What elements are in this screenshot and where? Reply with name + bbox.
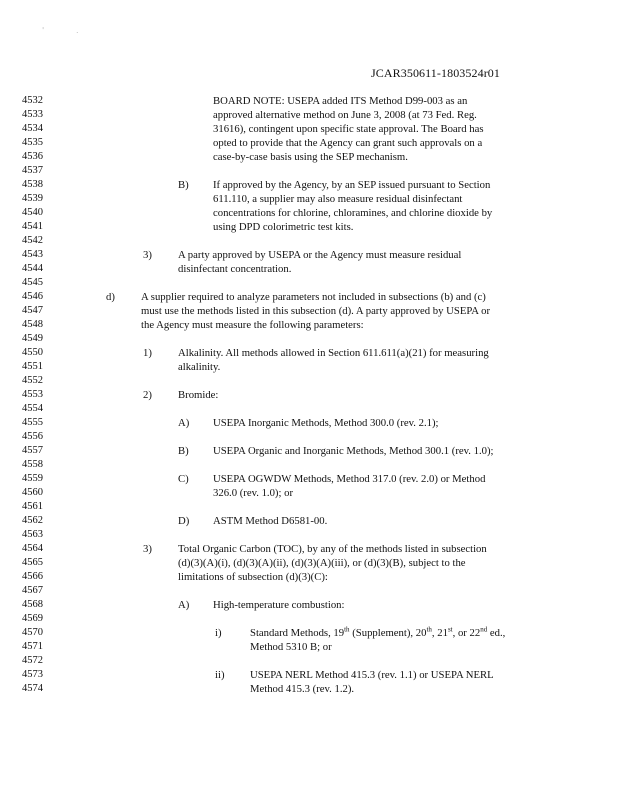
d1-label: 1) — [143, 347, 152, 359]
line-number: 4560 — [22, 487, 43, 498]
line-number: 4570 — [22, 627, 43, 638]
item-b-line: using DPD colorimetric test kits. — [213, 221, 354, 233]
item-b-line: concentrations for chlorine, chloramines, and chlorine dioxide by — [213, 207, 493, 219]
d2-item-line: 326.0 (rev. 1.0); or — [213, 487, 294, 499]
line-number: 4559 — [22, 473, 43, 484]
line-number: 4538 — [22, 179, 43, 190]
d3-label: 3) — [143, 543, 152, 555]
item-b-line: 611.110, a supplier may also measure residual disinfectant — [213, 193, 463, 205]
board-note-line: 31616), contingent upon specific state approval. The Board has — [213, 123, 484, 135]
text-fragment: (Supplement), 20 — [349, 627, 427, 639]
line-number: 4557 — [22, 445, 43, 456]
line-number: 4562 — [22, 515, 43, 526]
line-number: 4549 — [22, 333, 43, 344]
d2-item-label: D) — [178, 515, 190, 527]
d2-item-line: ASTM Method D6581-00. — [213, 515, 328, 527]
d2-label: 2) — [143, 389, 152, 401]
board-note-line: approved alternative method on June 3, 2008 (at 73 Fed. Reg. — [213, 109, 477, 121]
superscript: st — [447, 625, 453, 634]
line-number: 4541 — [22, 221, 43, 232]
item-b-label: B) — [178, 179, 189, 191]
superscript: th — [344, 625, 350, 634]
line-number: 4565 — [22, 557, 43, 568]
d3-ii-line: Method 415.3 (rev. 1.2). — [250, 683, 355, 695]
d2-item-line: USEPA Inorganic Methods, Method 300.0 (rev. 2.1); — [213, 417, 439, 429]
d3-i-line: Method 5310 B; or — [250, 641, 332, 653]
superscript: nd — [480, 625, 488, 634]
line-number: 4568 — [22, 599, 43, 610]
line-number: 4572 — [22, 655, 43, 666]
line-number: 4547 — [22, 305, 43, 316]
section-d-line: A supplier required to analyze parameters not included in subsections (b) and (c) — [141, 291, 486, 303]
d3-ii-label: ii) — [215, 669, 225, 681]
text-fragment: , 21 — [431, 627, 448, 639]
line-number: 4555 — [22, 417, 43, 428]
line-number: 4563 — [22, 529, 43, 540]
line-number: 4546 — [22, 291, 43, 302]
line-number: 4550 — [22, 347, 43, 358]
line-number: 4574 — [22, 683, 43, 694]
d3-sub-a-label: A) — [178, 599, 190, 611]
line-number: 4548 — [22, 319, 43, 330]
d2-title: Bromide: — [178, 389, 219, 401]
line-number: 4571 — [22, 641, 43, 652]
line-number: 4544 — [22, 263, 43, 274]
line-number: 4535 — [22, 137, 43, 148]
line-number: 4564 — [22, 543, 43, 554]
line-number: 4534 — [22, 123, 43, 134]
d3-ii-line: USEPA NERL Method 415.3 (rev. 1.1) or USEPA NERL — [250, 669, 494, 681]
line-number: 4545 — [22, 277, 43, 288]
d3-sub-a-title: High-temperature combustion: — [213, 599, 345, 611]
text-fragment: Standard Methods, 19 — [250, 627, 345, 639]
d2-item-label: C) — [178, 473, 189, 485]
d3-i-label: i) — [215, 627, 222, 639]
item-3-line: A party approved by USEPA or the Agency must measure residual — [178, 249, 462, 261]
text-fragment: ed., — [487, 627, 506, 639]
d2-item-line: USEPA OGWDW Methods, Method 317.0 (rev. 2.0) or Method — [213, 473, 486, 485]
board-note-line: opted to provide that the Agency can grant such approvals on a — [213, 137, 483, 149]
d3-line: limitations of subsection (d)(3)(C): — [178, 571, 328, 583]
line-number: 4552 — [22, 375, 43, 386]
d3-line: Total Organic Carbon (TOC), by any of the methods listed in subsection — [178, 543, 487, 555]
line-number: 4553 — [22, 389, 43, 400]
board-note-line: BOARD NOTE: USEPA added ITS Method D99-003 as an — [213, 95, 468, 107]
d3-line: (d)(3)(A)(i), (d)(3)(A)(ii), (d)(3)(A)(iii), or (d)(3)(B), subject to the — [178, 557, 466, 569]
superscript: th — [426, 625, 432, 634]
line-number: 4537 — [22, 165, 43, 176]
line-number: 4532 — [22, 95, 43, 106]
line-number: 4561 — [22, 501, 43, 512]
line-number: 4533 — [22, 109, 43, 120]
item-3-line: disinfectant concentration. — [178, 263, 292, 275]
section-d-label: d) — [106, 291, 115, 303]
line-number: 4558 — [22, 459, 43, 470]
section-d-line: must use the methods listed in this subsection (d). A party approved by USEPA or — [141, 305, 491, 317]
item-3-label: 3) — [143, 249, 152, 261]
line-number: 4551 — [22, 361, 43, 372]
line-number: 4567 — [22, 585, 43, 596]
line-number: 4554 — [22, 403, 43, 414]
line-number: 4536 — [22, 151, 43, 162]
section-d-line: the Agency must measure the following parameters: — [141, 319, 364, 331]
item-b-line: If approved by the Agency, by an SEP issued pursuant to Section — [213, 179, 491, 191]
line-number: 4539 — [22, 193, 43, 204]
line-number: 4573 — [22, 669, 43, 680]
d2-item-label: B) — [178, 445, 189, 457]
d2-item-label: A) — [178, 417, 190, 429]
line-number: 4542 — [22, 235, 43, 246]
document-id: JCAR350611-1803524r01 — [371, 66, 500, 80]
d1-line: alkalinity. — [178, 361, 221, 373]
line-number: 4566 — [22, 571, 43, 582]
corner-mark-right: . — [76, 26, 79, 35]
d3-i-line — [250, 626, 505, 640]
line-number: 4540 — [22, 207, 43, 218]
d1-line: Alkalinity. All methods allowed in Section 611.611(a)(21) for measuring — [178, 347, 489, 359]
text-fragment: , or 22 — [452, 627, 481, 639]
line-number: 4569 — [22, 613, 43, 624]
line-number: 4556 — [22, 431, 43, 442]
corner-mark-left: ' — [42, 26, 45, 35]
board-note-line: case-by-case basis using the SEP mechanism. — [213, 151, 408, 163]
line-number: 4543 — [22, 249, 43, 260]
d2-item-line: USEPA Organic and Inorganic Methods, Method 300.1 (rev. 1.0); — [213, 445, 494, 457]
